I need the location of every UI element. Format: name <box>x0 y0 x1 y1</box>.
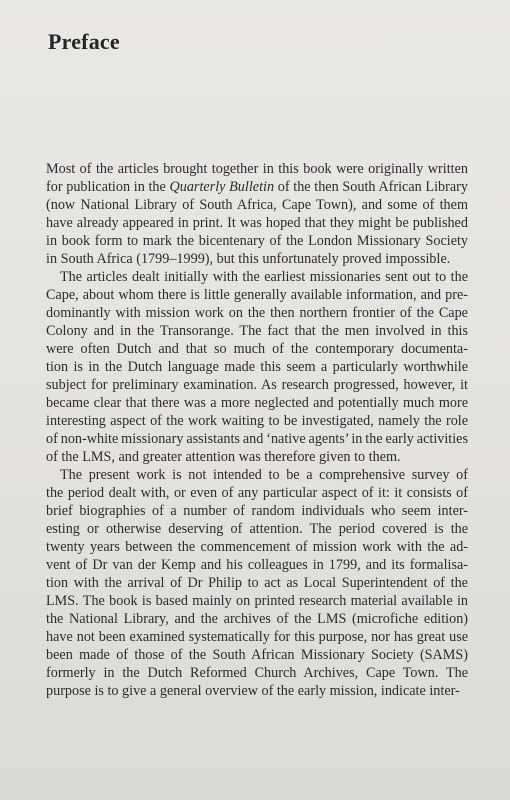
text-line: dominantly with mission work on the then northern frontier of the Cape <box>46 305 468 321</box>
text-line: brief biographies of a number of random individuals who seem inter- <box>46 503 469 519</box>
text-line: The articles dealt initially with the earliest missionaries sent out to the <box>60 269 468 285</box>
text-line: LMS. The book is based mainly on printed research material available in <box>46 593 468 609</box>
text-line: Colony and in the Transorange. The fact that the men involved in this <box>46 323 469 339</box>
text-line: tion with the arrival of Dr Philip to act as Local Superintendent of the <box>46 575 468 591</box>
text-line: esting or otherwise deserving of attention. The period covered is the <box>46 521 469 537</box>
italic-title: Quarterly Bulletin <box>169 179 275 195</box>
text-line: in South Africa (1799–1999), but this unfortunately proved impossible. <box>46 251 451 267</box>
text-line: of the LMS, and greater attention was therefore given to them. <box>46 449 401 465</box>
text-line: formerly in the Dutch Reformed Church Archives, Cape Town. The <box>46 665 469 681</box>
text-line: Most of the articles brought together in this book were originally written <box>46 161 468 177</box>
paragraph <box>46 268 468 466</box>
text-line: twenty years between the commencement of mission work with the ad- <box>46 539 469 555</box>
paragraph <box>46 466 468 700</box>
text-line: in book form to mark the bicentenary of the London Missionary Society <box>46 233 469 249</box>
text-line: (now National Library of South Africa, Cape Town), and some of them <box>46 197 468 213</box>
page-heading: Preface <box>48 29 120 54</box>
text-line: been made of those of the South African Missionary Society (SAMS) <box>46 647 469 663</box>
text-line: have already appeared in print. It was hoped that they might be published <box>46 215 468 231</box>
text-line: were often Dutch and that so much of the contemporary documenta- <box>46 341 468 357</box>
text-line: tion is in the Dutch language made this seem a particularly worthwhile <box>46 359 469 375</box>
text-line: became clear that there was a more neglected and potentially much more <box>46 395 469 411</box>
text-line: interesting aspect of the work waiting to be investigated, namely the role <box>46 413 469 429</box>
text-line: of non-white missionary assistants and ‘native agents’ in the early activities <box>46 431 469 447</box>
text-line: the period dealt with, or even of any particular aspect of it: it consists of <box>46 485 468 501</box>
text-line: vent of Dr van der Kemp and his colleagues in 1799, and its formalisa- <box>46 557 469 573</box>
text-line: Cape, about whom there is little generally available information, and pre- <box>46 287 469 303</box>
text-line: The present work is not intended to be a comprehensive survey of <box>60 467 468 483</box>
text-line: for publication in the Quarterly Bulletin of the then South African Library <box>46 179 468 195</box>
text-line: subject for preliminary examination. As research progressed, however, it <box>46 377 468 393</box>
text-line: the National Library, and the archives of the LMS (microfiche edition) <box>46 611 469 627</box>
paragraph <box>46 160 468 268</box>
text-line: purpose is to give a general overview of the early mission, indicate inter- <box>46 683 460 699</box>
text-line: have not been examined systematically for this purpose, nor has great use <box>46 629 469 645</box>
body-text <box>46 160 468 700</box>
